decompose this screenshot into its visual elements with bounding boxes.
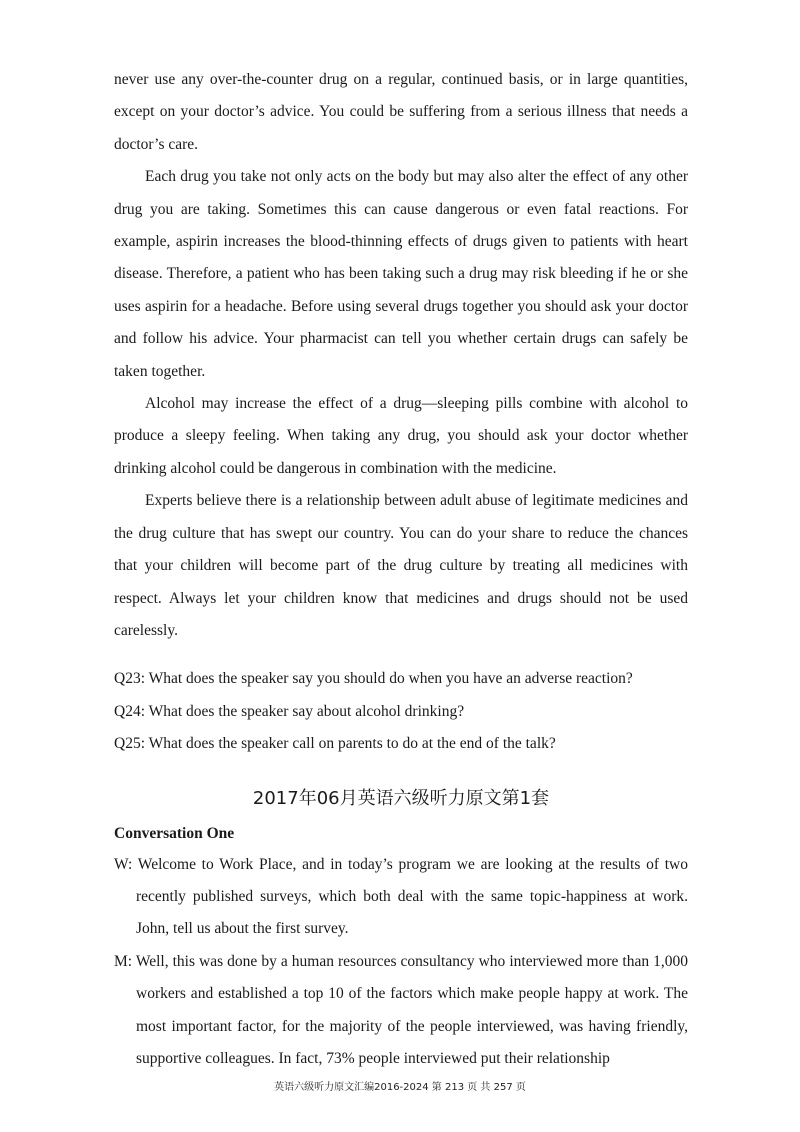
dialog-line-man: M: Well, this was done by a human resources consultancy who interviewed more than 1,000 workers and established a top 10 of the factors which make people happy at work. The most important factor, for the majority of the people interviewed, was having friendly, supportive colleagues. In fact, 73% people interviewed put their relationship (114, 952, 688, 1067)
question-q24: Q24: What does the speaker say about alcohol drinking? (114, 702, 465, 720)
question-q23: Q23: What does the speaker say you should do when you have an adverse reaction? (114, 670, 633, 688)
paragraph-drug-culture: Experts believe there is a relationship between adult abuse of legitimate medicines and the drug culture that has swept our country. You can do your share to reduce the chances that your children will become part of the drug culture by treating all medicines with respect. Always let your children know that medicines and drugs should not be used carelessly. (114, 492, 688, 639)
paragraph-otc-drugs: never use any over-the-counter drug on a regular, continued basis, or in large quantities, except on your doctor’s advice. You could be suffering from a serious illness that needs a doctor’s care. (114, 71, 688, 153)
paragraph-alcohol: Alcohol may increase the effect of a drug—sleeping pills combine with alcohol to produce a sleepy feeling. When taking any drug, you should ask your doctor whether drinking alcohol could be dangerous in combination with the medicine. (114, 395, 688, 477)
document-page (114, 64, 688, 1075)
question-q25: Q25: What does the speaker call on parents to do at the end of the talk? (114, 735, 556, 753)
page-footer: 英语六级听力原文汇编2016-2024 第 213 页 共 257 页 (274, 1082, 526, 1093)
paragraph-drug-interactions: Each drug you take not only acts on the body but may also alter the effect of any other drug you are taking. Sometimes this can cause dangerous or even fatal reactions. For example, aspirin increases the blood-thinning effects of drugs given to patients with heart disease. Therefore, a patient who has been taking such a drug may risk bleeding if he or she uses aspirin for a headache. Before using several drugs together you should ask your doctor and follow his advice. Your pharmacist can tell you whether certain drugs can safely be taken together. (114, 168, 688, 380)
dialog-line-woman: W: Welcome to Work Place, and in today’s program we are looking at the results of two recently published surveys, which both deal with the same topic-happiness at work. John, tell us about the first survey. (114, 855, 688, 938)
section-title: 2017年06月英语六级听力原文第1套 (252, 787, 550, 809)
question-list (114, 663, 688, 760)
conversation-heading: Conversation One (114, 824, 235, 842)
